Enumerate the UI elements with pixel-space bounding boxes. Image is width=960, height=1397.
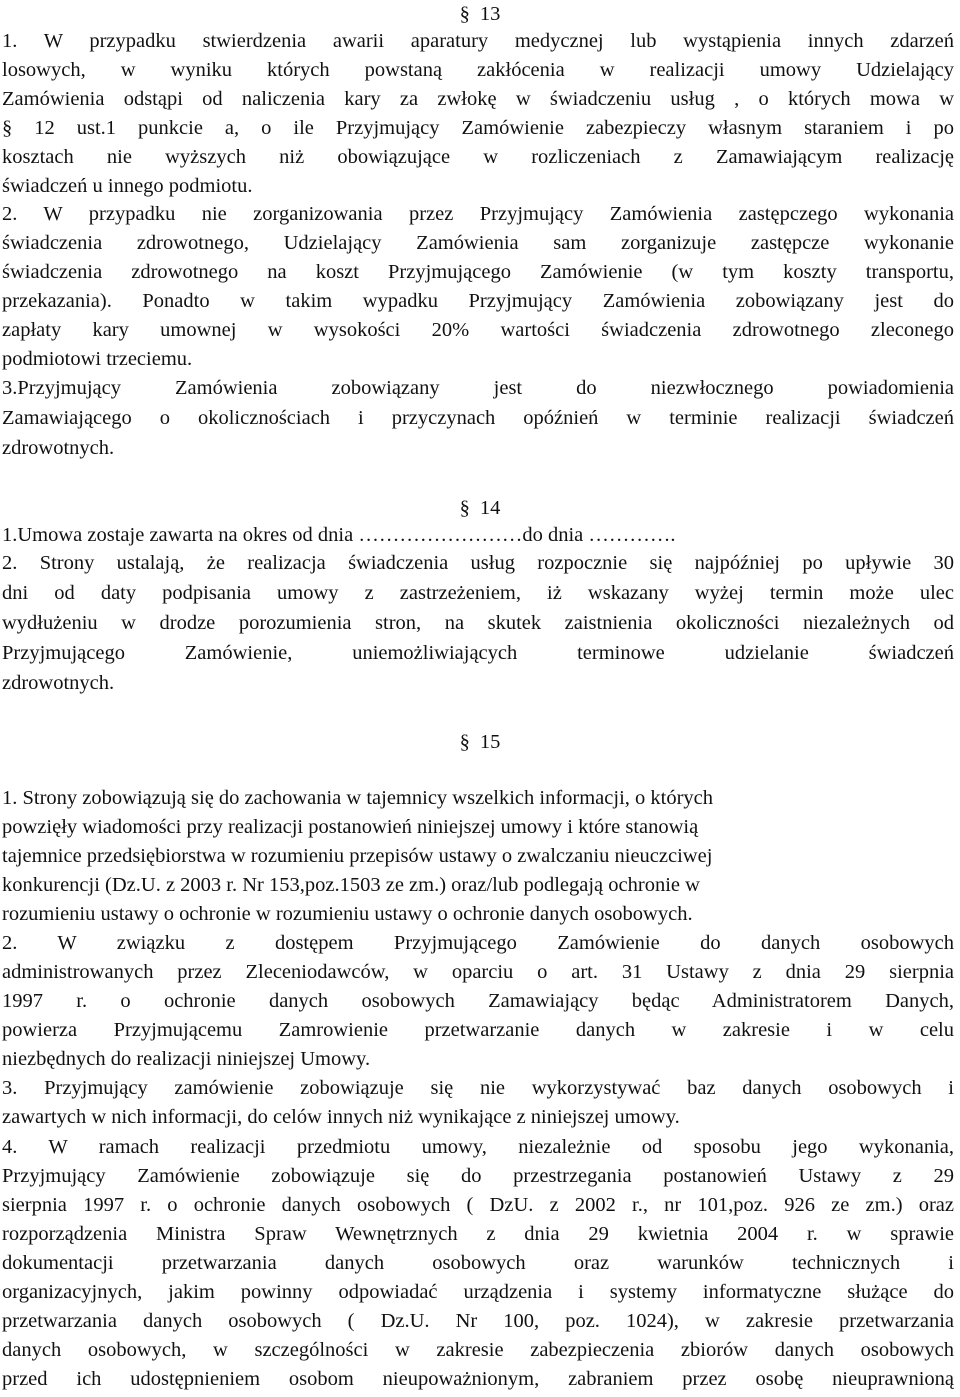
s15-line-12: 4. W ramach realizacji przedmiotu umowy, niezależnie od sposobu jego wykonania, bbox=[2, 1136, 954, 1158]
s15-line-10: 3. Przyjmujący zamówienie zobowiązuje się nie wykorzystywać baz danych osobowych i bbox=[2, 1077, 954, 1099]
section-15-heading bbox=[0, 728, 960, 756]
s15-line-1: powzięły wiadomości przy realizacji postanowień niniejszej umowy i które stanowią bbox=[2, 816, 699, 838]
s15-line-3: konkurencji (Dz.U. z 2003 r. Nr 153,poz.1503 ze zm.) oraz/lub podlegają ochronie w bbox=[2, 874, 700, 896]
s15-line-11: zawartych w nich informacji, do celów innych niż wynikające z niniejszej umowy. bbox=[2, 1106, 680, 1128]
s13-line-5: świadczeń u innego podmiotu. bbox=[2, 175, 253, 197]
s14-line-1: 2. Strony ustalają, że realizacja świadczenia usług rozpocznie się najpóźniej po upływie 30 bbox=[2, 552, 954, 574]
s14-line-2: dni od daty podpisania umowy z zastrzeżeniem, iż wskazany wyżej termin może ulec bbox=[2, 582, 954, 604]
s13-line-12: 3.Przyjmujący Zamówienia zobowiązany jest do niezwłocznego powiadomienia bbox=[2, 377, 954, 399]
s14-line-3: wydłużeniu w drodze porozumienia stron, na skutek zaistnienia okoliczności niezależnych od bbox=[2, 612, 954, 634]
s14-line-4: Przyjmującego Zamówienie, uniemożliwiających terminowe udzielanie świadczeń bbox=[2, 642, 954, 664]
s15-line-14: sierpnia 1997 r. o ochronie danych osobowych ( DzU. z 2002 r., nr 101,poz. 926 ze zm.) oraz bbox=[2, 1194, 954, 1216]
s13-line-14: zdrowotnych. bbox=[2, 437, 115, 459]
s15-line-16: dokumentacji przetwarzania danych osobowych oraz warunków technicznych i bbox=[2, 1252, 954, 1274]
s15-line-7: 1997 r. o ochronie danych osobowych Zamawiający będąc Administratorem Danych, bbox=[2, 990, 954, 1012]
section-symbol: § bbox=[459, 731, 470, 753]
s13-line-7: świadczenia zdrowotnego, Udzielający Zamówienia sam zorganizuje zastępcze wykonanie bbox=[2, 232, 954, 254]
section-13-number: 13 bbox=[479, 3, 501, 25]
section-13-heading bbox=[0, 0, 960, 28]
s15-line-5: 2. W związku z dostępem Przyjmującego Zamówienie do danych osobowych bbox=[2, 932, 954, 954]
s14-line-0: 1.Umowa zostaje zawarta na okres od dnia ……………………do dnia …………. bbox=[2, 524, 676, 546]
s15-line-6: administrowanych przez Zleceniodawców, w oparciu o art. 31 Ustawy z dnia 29 sierpnia bbox=[2, 961, 954, 983]
s13-line-9: przekazania). Ponadto w takim wypadku Przyjmujący Zamówienia zobowiązany jest do bbox=[2, 290, 954, 312]
s13-line-3: § 12 ust.1 punkcie a, o ile Przyjmujący Zamówienie zabezpieczy własnym staraniem i po bbox=[2, 117, 954, 139]
s13-line-2: Zamówienia odstąpi od naliczenia kary za zwłokę w świadczeniu usług , o których mowa w bbox=[2, 88, 954, 110]
s13-line-10: zapłaty kary umownej w wysokości 20% wartości świadczenia zdrowotnego zleconego bbox=[2, 319, 954, 341]
s15-line-13: Przyjmujący Zamówienie zobowiązuje się do przestrzegania postanowień Ustawy z 29 bbox=[2, 1165, 954, 1187]
s15-line-18: przetwarzania danych osobowych ( Dz.U. Nr 100, poz. 1024), w zakresie przetwarzania bbox=[2, 1310, 954, 1332]
s15-line-17: organizacyjnych, jakim powinny odpowiadać urządzenia i systemy informatyczne służące do bbox=[2, 1281, 954, 1303]
s15-line-9: niezbędnych do realizacji niniejszej Umowy. bbox=[2, 1048, 371, 1070]
s13-line-1: losowych, w wyniku których powstaną zakłócenia w realizacji umowy Udzielający bbox=[2, 59, 954, 81]
s15-line-15: rozporządzenia Ministra Spraw Wewnętrznych z dnia 29 kwietnia 2004 r. w sprawie bbox=[2, 1223, 954, 1245]
s13-line-0: 1. W przypadku stwierdzenia awarii aparatury medycznej lub wystąpienia innych zdarzeń bbox=[2, 30, 954, 52]
s15-line-8: powierza Przyjmującemu Zamrowienie przetwarzanie danych w zakresie i w celu bbox=[2, 1019, 954, 1041]
section-symbol: § bbox=[459, 3, 470, 25]
s13-line-4: kosztach nie wyższych niż obowiązujące w rozliczeniach z Zamawiającym realizację bbox=[2, 146, 954, 168]
s14-line-5: zdrowotnych. bbox=[2, 672, 115, 694]
s13-line-6: 2. W przypadku nie zorganizowania przez Przyjmujący Zamówienia zastępczego wykonania bbox=[2, 203, 954, 225]
s15-line-19: danych osobowych, w szczególności w zakresie zabezpieczenia zbiorów danych osobowych bbox=[2, 1339, 954, 1361]
s13-line-8: świadczenia zdrowotnego na koszt Przyjmującego Zamówienie (w tym koszty transportu, bbox=[2, 261, 954, 283]
s15-line-4: rozumieniu ustawy o ochronie w rozumieniu ustawy o ochronie danych osobowych. bbox=[2, 903, 693, 925]
s15-line-0: 1. Strony zobowiązują się do zachowania w tajemnicy wszelkich informacji, o których bbox=[2, 787, 714, 809]
section-symbol: § bbox=[459, 497, 470, 519]
s13-line-13: Zamawiającego o okolicznościach i przyczynach opóźnień w terminie realizacji świadczeń bbox=[2, 407, 954, 429]
s15-line-20: przed ich udostępnieniem osobom nieupoważnionym, zabraniem przez osobę nieuprawnioną bbox=[2, 1368, 954, 1390]
s15-line-2: tajemnice przedsiębiorstwa w rozumieniu przepisów ustawy o zwalczaniu nieuczciwej bbox=[2, 845, 713, 867]
section-14-number: 14 bbox=[479, 497, 501, 519]
section-14-heading bbox=[0, 494, 960, 522]
s13-line-11: podmiotowi trzeciemu. bbox=[2, 348, 193, 370]
section-15-number: 15 bbox=[479, 731, 501, 753]
